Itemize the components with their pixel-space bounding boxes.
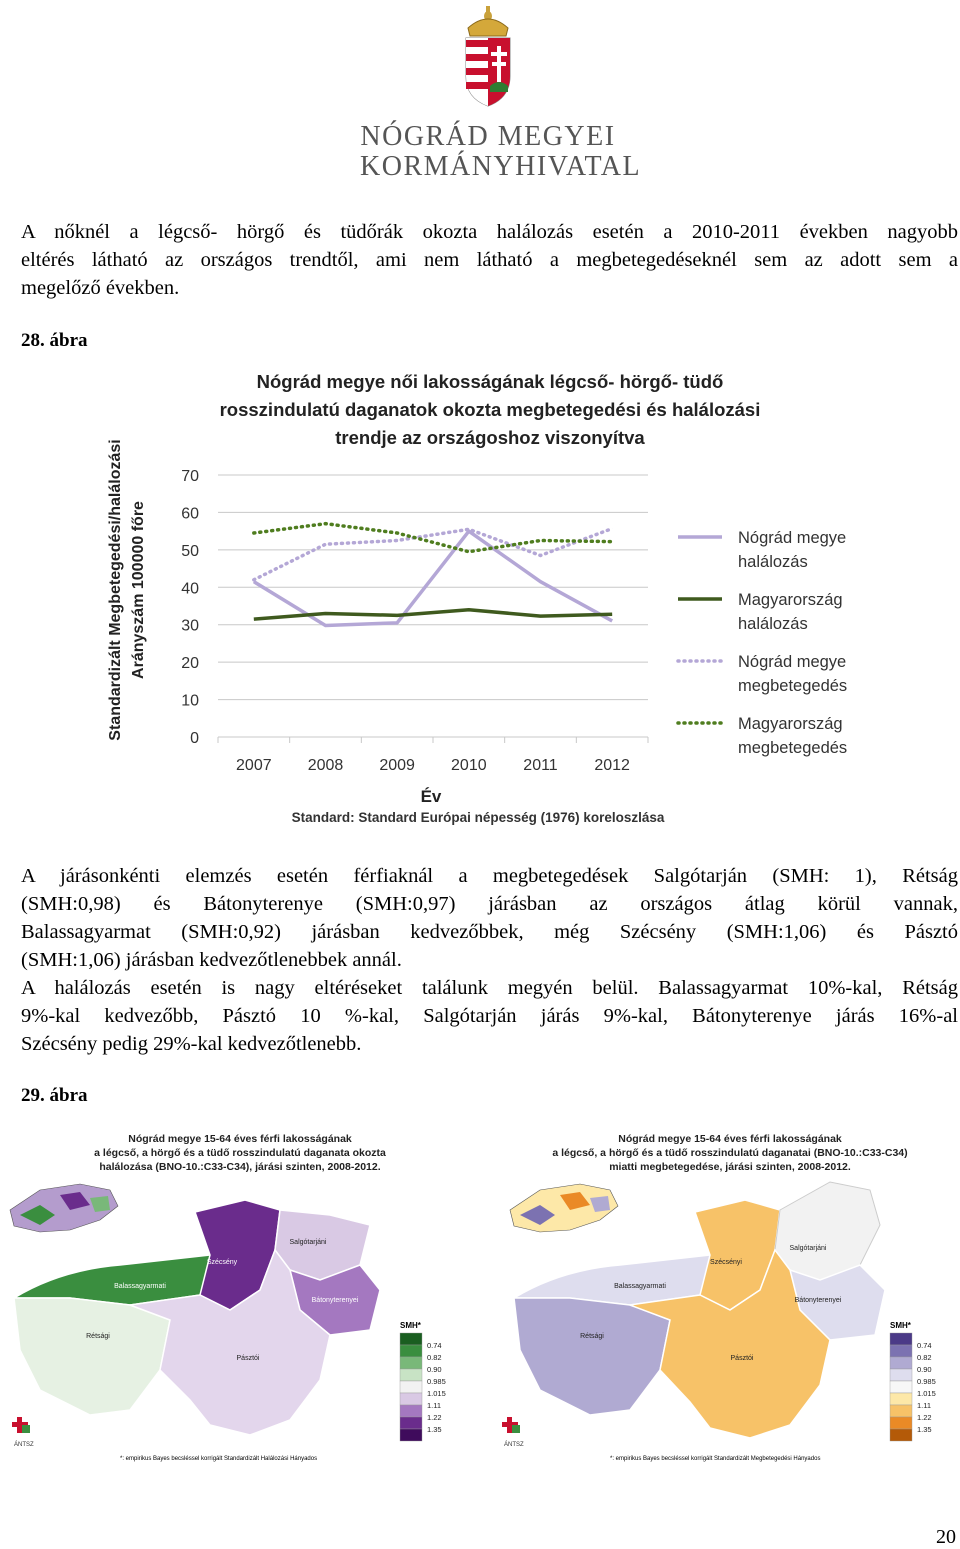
legend-color bbox=[890, 1333, 912, 1345]
y-axis-label-line2: Arányszám 100000 főre bbox=[130, 501, 147, 679]
antsz-logo bbox=[12, 1417, 34, 1448]
legend-value: 0.82 bbox=[917, 1353, 932, 1362]
district-label: Rétsági bbox=[580, 1333, 604, 1340]
map-title-line: Nógrád megye 15-64 éves férfi lakosságának bbox=[60, 1132, 420, 1146]
legend-color bbox=[890, 1393, 912, 1405]
district-label: Rétsági bbox=[86, 1333, 110, 1340]
left-map-title bbox=[60, 1132, 420, 1174]
district-label: Balassagyarmati bbox=[614, 1283, 666, 1290]
legend-value: 1.22 bbox=[427, 1413, 442, 1422]
legend-value: 1.22 bbox=[917, 1413, 932, 1422]
left-district-map bbox=[0, 1170, 470, 1470]
legend-title: SMH* bbox=[400, 1321, 422, 1330]
legend-value: 1.35 bbox=[917, 1425, 932, 1434]
body-line: A halálozás esetén is nagy eltéréseket találunk megyén belül. Balassagyarmat 10%-kal, Rétság bbox=[21, 974, 958, 1002]
intro-line: megelőző években. bbox=[21, 274, 958, 302]
chart-title-line: rosszindulatú daganatok okozta megbetegedési és halálozási bbox=[180, 396, 800, 424]
legend-color bbox=[400, 1381, 422, 1393]
figure-28-label: 28. ábra bbox=[21, 330, 88, 352]
org-name-line2: KORMÁNYHIVATAL bbox=[360, 152, 616, 182]
legend-label: Nógrád megye bbox=[738, 529, 846, 547]
legend-color bbox=[890, 1381, 912, 1393]
legend-title: SMH* bbox=[890, 1321, 912, 1330]
legend-color bbox=[890, 1369, 912, 1381]
line-chart bbox=[0, 410, 960, 840]
intro-paragraph bbox=[21, 218, 958, 302]
legend-color bbox=[400, 1357, 422, 1369]
district-retsagi bbox=[14, 1298, 170, 1415]
legend-value: 1.11 bbox=[917, 1401, 931, 1410]
legend-value: 1.015 bbox=[427, 1389, 446, 1398]
body-line: A járásonkénti elemzés esetén férfiaknál a megbetegedések Salgótarján (SMH: 1), Rétság bbox=[21, 862, 958, 890]
map-footnote: *: empirikus Bayes becsléssel korrigált Standardizált Megbetegedési Hányados bbox=[610, 1456, 820, 1462]
legend-value: 0.74 bbox=[427, 1341, 442, 1350]
antsz-label: ÁNTSZ bbox=[14, 1441, 34, 1448]
district-label: Bátonyterenyei bbox=[795, 1297, 842, 1304]
map-title-line: a légcső, a hörgő és a tüdő rosszindulatú daganatai (BNO-10.:C33-C34) bbox=[520, 1146, 940, 1160]
legend-label: halálozás bbox=[738, 553, 808, 571]
legend-color bbox=[400, 1405, 422, 1417]
x-tick-label: 2010 bbox=[451, 757, 487, 774]
legend-value: 0.74 bbox=[917, 1341, 932, 1350]
x-tick-label: 2007 bbox=[236, 757, 272, 774]
intro-line: A nőknél a légcső- hörgő és tüdőrák okozta halálozás esetén a 2010-2011 években nagyobb bbox=[21, 218, 958, 246]
body-line: (SMH:0,98) és Bátonyterenye (SMH:0,97) járásban az országos átlag körül vannak, bbox=[21, 890, 958, 918]
x-tick-label: 2008 bbox=[308, 757, 344, 774]
district-salgotarjani bbox=[775, 1182, 880, 1280]
coat-of-arms-logo bbox=[460, 6, 516, 110]
district-label: Balassagyarmati bbox=[114, 1283, 166, 1290]
right-map-title bbox=[520, 1132, 940, 1174]
district-label: Pásztói bbox=[731, 1355, 754, 1362]
legend-color bbox=[890, 1405, 912, 1417]
legend-value: 0.90 bbox=[917, 1365, 932, 1374]
district-label: Szécsény bbox=[207, 1259, 238, 1266]
map-title-line: Nógrád megye 15-64 éves férfi lakosságának bbox=[520, 1132, 940, 1146]
legend-color bbox=[400, 1393, 422, 1405]
body-line: 9%-kal kedvezőbb, Pásztó 10 %-kal, Salgótarján járás 9%-kal, Bátonyterenye járás 16%-al bbox=[21, 1002, 958, 1030]
page-number: 20 bbox=[936, 1526, 956, 1549]
x-tick-label: 2009 bbox=[379, 757, 415, 774]
y-tick-label: 10 bbox=[181, 693, 199, 710]
legend-color bbox=[890, 1417, 912, 1429]
right-map-legend bbox=[890, 1333, 936, 1441]
legend-color bbox=[400, 1417, 422, 1429]
legend-color bbox=[890, 1429, 912, 1441]
legend-label: halálozás bbox=[738, 615, 808, 633]
y-tick-label: 60 bbox=[181, 505, 199, 522]
body-paragraph-1 bbox=[21, 862, 958, 974]
left-map-legend bbox=[400, 1333, 446, 1441]
x-tick-label: 2011 bbox=[523, 757, 558, 774]
map-title-line: miatti megbetegedése, járási szinten, 2008-2012. bbox=[520, 1160, 940, 1174]
body-line: (SMH:1,06) járásban kedvezőtlenebbek annál. bbox=[21, 946, 958, 974]
legend-color bbox=[890, 1345, 912, 1357]
chart-title-line: trendje az országoshoz viszonyítva bbox=[180, 424, 800, 452]
body-line: Szécsény pedig 29%-kal kedvezőtlenebb. bbox=[21, 1030, 958, 1058]
legend-value: 1.35 bbox=[427, 1425, 442, 1434]
district-label: Salgótarjáni bbox=[790, 1245, 827, 1252]
legend-label: Nógrád megye bbox=[738, 653, 846, 671]
legend-value: 1.015 bbox=[917, 1389, 936, 1398]
legend-color bbox=[890, 1357, 912, 1369]
x-tick-labels bbox=[218, 737, 648, 774]
district-label: Pásztói bbox=[237, 1355, 260, 1362]
body-paragraph-2 bbox=[21, 974, 958, 1058]
legend-color bbox=[400, 1429, 422, 1441]
y-tick-label: 30 bbox=[181, 618, 199, 635]
y-tick-labels bbox=[181, 468, 199, 747]
map-title-line: halálozása (BNO-10.:C33-C34), járási szinten, 2008-2012. bbox=[60, 1160, 420, 1174]
district-label: Bátonyterenyei bbox=[312, 1297, 359, 1304]
district-retsagi bbox=[514, 1298, 670, 1415]
legend-value: 0.90 bbox=[427, 1365, 442, 1374]
legend-label: megbetegedés bbox=[738, 739, 847, 757]
body-line: Balassagyarmat (SMH:0,92) járásban kedvezőbbek, még Szécsény (SMH:1,06) és Pásztó bbox=[21, 918, 958, 946]
legend-label: megbetegedés bbox=[738, 677, 847, 695]
org-name-line1: NÓGRÁD MEGYEI bbox=[360, 122, 616, 152]
intro-line: eltérés látható az országos trendtől, ami nem látható a megbetegedéseknél sem az adott sem a bbox=[21, 246, 958, 274]
chart-footnote: Standard: Standard Európai népesség (1976) koreloszlása bbox=[292, 810, 665, 825]
y-axis-label-line1: Standardizált Megbetegedési/halálozási bbox=[107, 439, 124, 740]
y-tick-label: 70 bbox=[181, 468, 199, 485]
map-title-line: a légcső, a hörgő és a tüdő rosszindulatú daganata okozta bbox=[60, 1146, 420, 1160]
y-tick-label: 50 bbox=[181, 543, 199, 560]
series-line bbox=[254, 610, 612, 619]
x-axis-label: Év bbox=[421, 787, 442, 806]
y-tick-label: 0 bbox=[190, 730, 199, 747]
antsz-logo bbox=[502, 1417, 524, 1448]
x-tick-label: 2012 bbox=[594, 757, 630, 774]
legend-color bbox=[400, 1345, 422, 1357]
chart-title-line: Nógrád megye női lakosságának légcső- hörgő- tüdő bbox=[180, 368, 800, 396]
chart-legend bbox=[678, 529, 847, 757]
antsz-label: ÁNTSZ bbox=[504, 1441, 524, 1448]
legend-label: Magyarország bbox=[738, 715, 843, 733]
chart-series bbox=[254, 524, 613, 626]
legend-value: 0.82 bbox=[427, 1353, 442, 1362]
series-line bbox=[254, 529, 612, 580]
map-footnote: *: empirikus Bayes becsléssel korrigált Standardizált Halálozási Hányados bbox=[120, 1456, 317, 1462]
legend-label: Magyarország bbox=[738, 591, 843, 609]
y-tick-label: 20 bbox=[181, 655, 199, 672]
district-label: Salgótarjáni bbox=[290, 1239, 327, 1246]
legend-value: 0.985 bbox=[917, 1377, 936, 1386]
legend-color bbox=[400, 1369, 422, 1381]
legend-color bbox=[400, 1333, 422, 1345]
district-label: Szécsényi bbox=[710, 1259, 742, 1266]
legend-value: 1.11 bbox=[427, 1401, 441, 1410]
figure-29-label: 29. ábra bbox=[21, 1085, 88, 1107]
right-district-map bbox=[490, 1170, 960, 1470]
y-tick-label: 40 bbox=[181, 580, 199, 597]
legend-value: 0.985 bbox=[427, 1377, 446, 1386]
